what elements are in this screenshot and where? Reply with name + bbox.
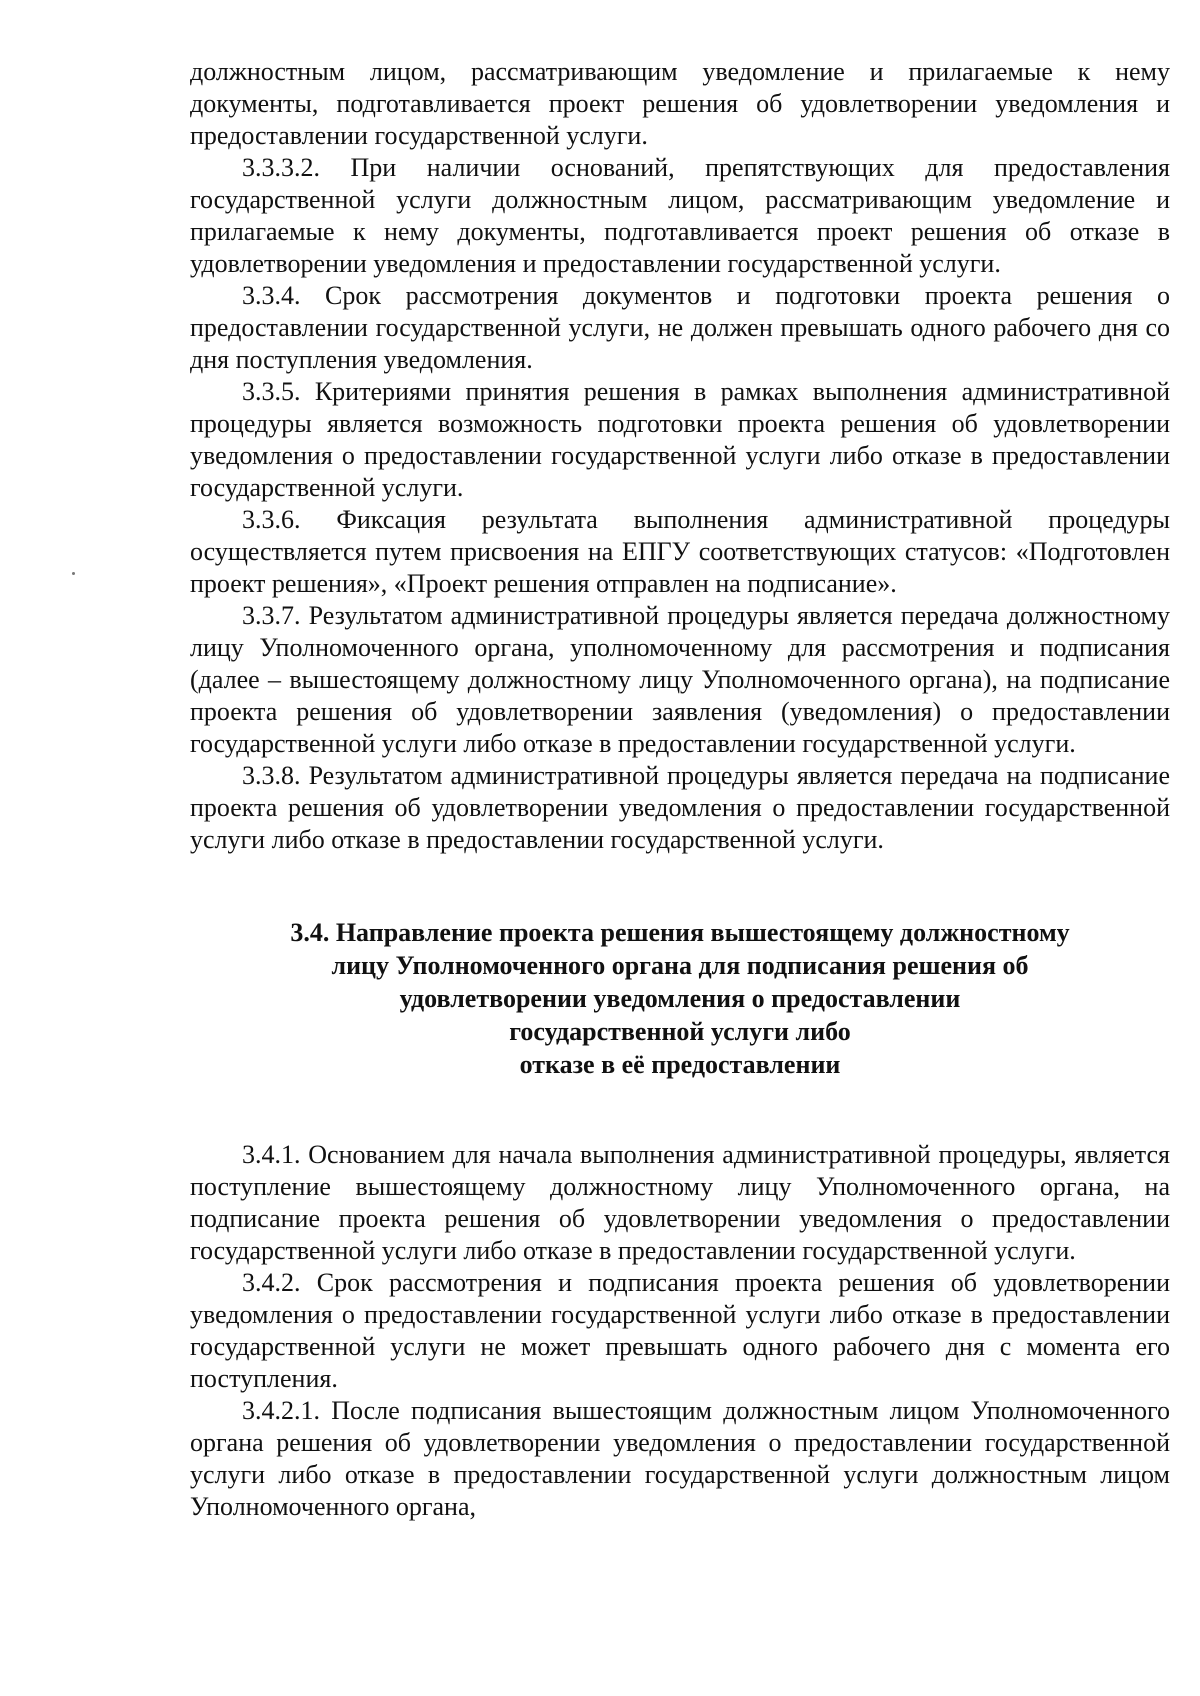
paragraph-continuation: должностным лицом, рассматривающим уведомление и прилагаемые к нему документы, подготавливается проект решения об удовлетворении уведомления и предоставлении государственной услуги.: [190, 57, 1170, 150]
heading-line: удовлетворении уведомления о предоставлении: [399, 984, 961, 1013]
paragraph-3-3-6: 3.3.6. Фиксация результата выполнения административной процедуры осуществляется путем присвоения на ЕПГУ соответствующих статусов: «Подготовлен проект решения», «Проект решения отправлен на подписание».: [190, 505, 1170, 598]
paragraph-3-4-2: 3.4.2. Срок рассмотрения и подписания проекта решения об удовлетворении уведомления о предоставлении государственной услуги либо отказе в предоставлении государственной услуги не может превышать одного рабочего дня с момента его поступления.: [190, 1268, 1170, 1393]
paragraph-3-3-7: 3.3.7. Результатом административной процедуры является передача должностному лицу Уполномоченного органа, уполномоченному для рассмотрения и подписания (далее – вышестоящему должностному лицу Уполномоченного органа), на подписание проекта решения об удовлетворении заявления (уведомления) о предоставлении государственной услуги либо отказе в предоставлении государственной услуги.: [190, 601, 1170, 758]
paragraph-3-3-3-2: 3.3.3.2. При наличии оснований, препятствующих для предоставления государственной услуги должностным лицом, рассматривающим уведомление и прилагаемые к нему документы, подготавливается проект решения об отказе в удовлетворении уведомления и предоставлении государственной услуги.: [190, 153, 1170, 278]
section-heading-3-4: [190, 916, 1170, 1081]
paragraph-3-3-4: 3.3.4. Срок рассмотрения документов и подготовки проекта решения о предоставлении государственной услуги, не должен превышать одного рабочего дня со дня поступления уведомления.: [190, 281, 1170, 374]
paragraph-3-3-5: 3.3.5. Критериями принятия решения в рамках выполнения административной процедуры является возможность подготовки проекта решения об удовлетворении уведомления о предоставлении государственной услуги либо отказе в предоставлении государственной услуги.: [190, 377, 1170, 502]
paragraph-3-3-8: 3.3.8. Результатом административной процедуры является передача на подписание проекта решения об удовлетворении уведомления о предоставлении государственной услуги либо отказе в предоставлении государственной услуги.: [190, 761, 1170, 854]
scan-speck: [72, 572, 75, 575]
paragraph-3-4-1: 3.4.1. Основанием для начала выполнения административной процедуры, является поступление вышестоящему должностному лицу Уполномоченного органа, на подписание проекта решения об удовлетворении уведомления о предоставлении государственной услуги либо отказе в предоставлении государственной услуги.: [190, 1140, 1170, 1265]
heading-line: государственной услуги либо: [509, 1017, 851, 1046]
heading-line: 3.4. Направление проекта решения вышестоящему должностному: [290, 918, 1070, 947]
document-body: [190, 56, 1170, 1523]
heading-line: лицу Уполномоченного органа для подписания решения об: [331, 951, 1029, 980]
paragraph-3-4-2-1: 3.4.2.1. После подписания вышестоящим должностным лицом Уполномоченного органа решения об удовлетворении уведомления о предоставлении государственной услуги либо отказе в предоставлении государственной услуги должностным лицом Уполномоченного органа,: [190, 1396, 1170, 1521]
heading-line: отказе в её предоставлении: [519, 1050, 841, 1079]
